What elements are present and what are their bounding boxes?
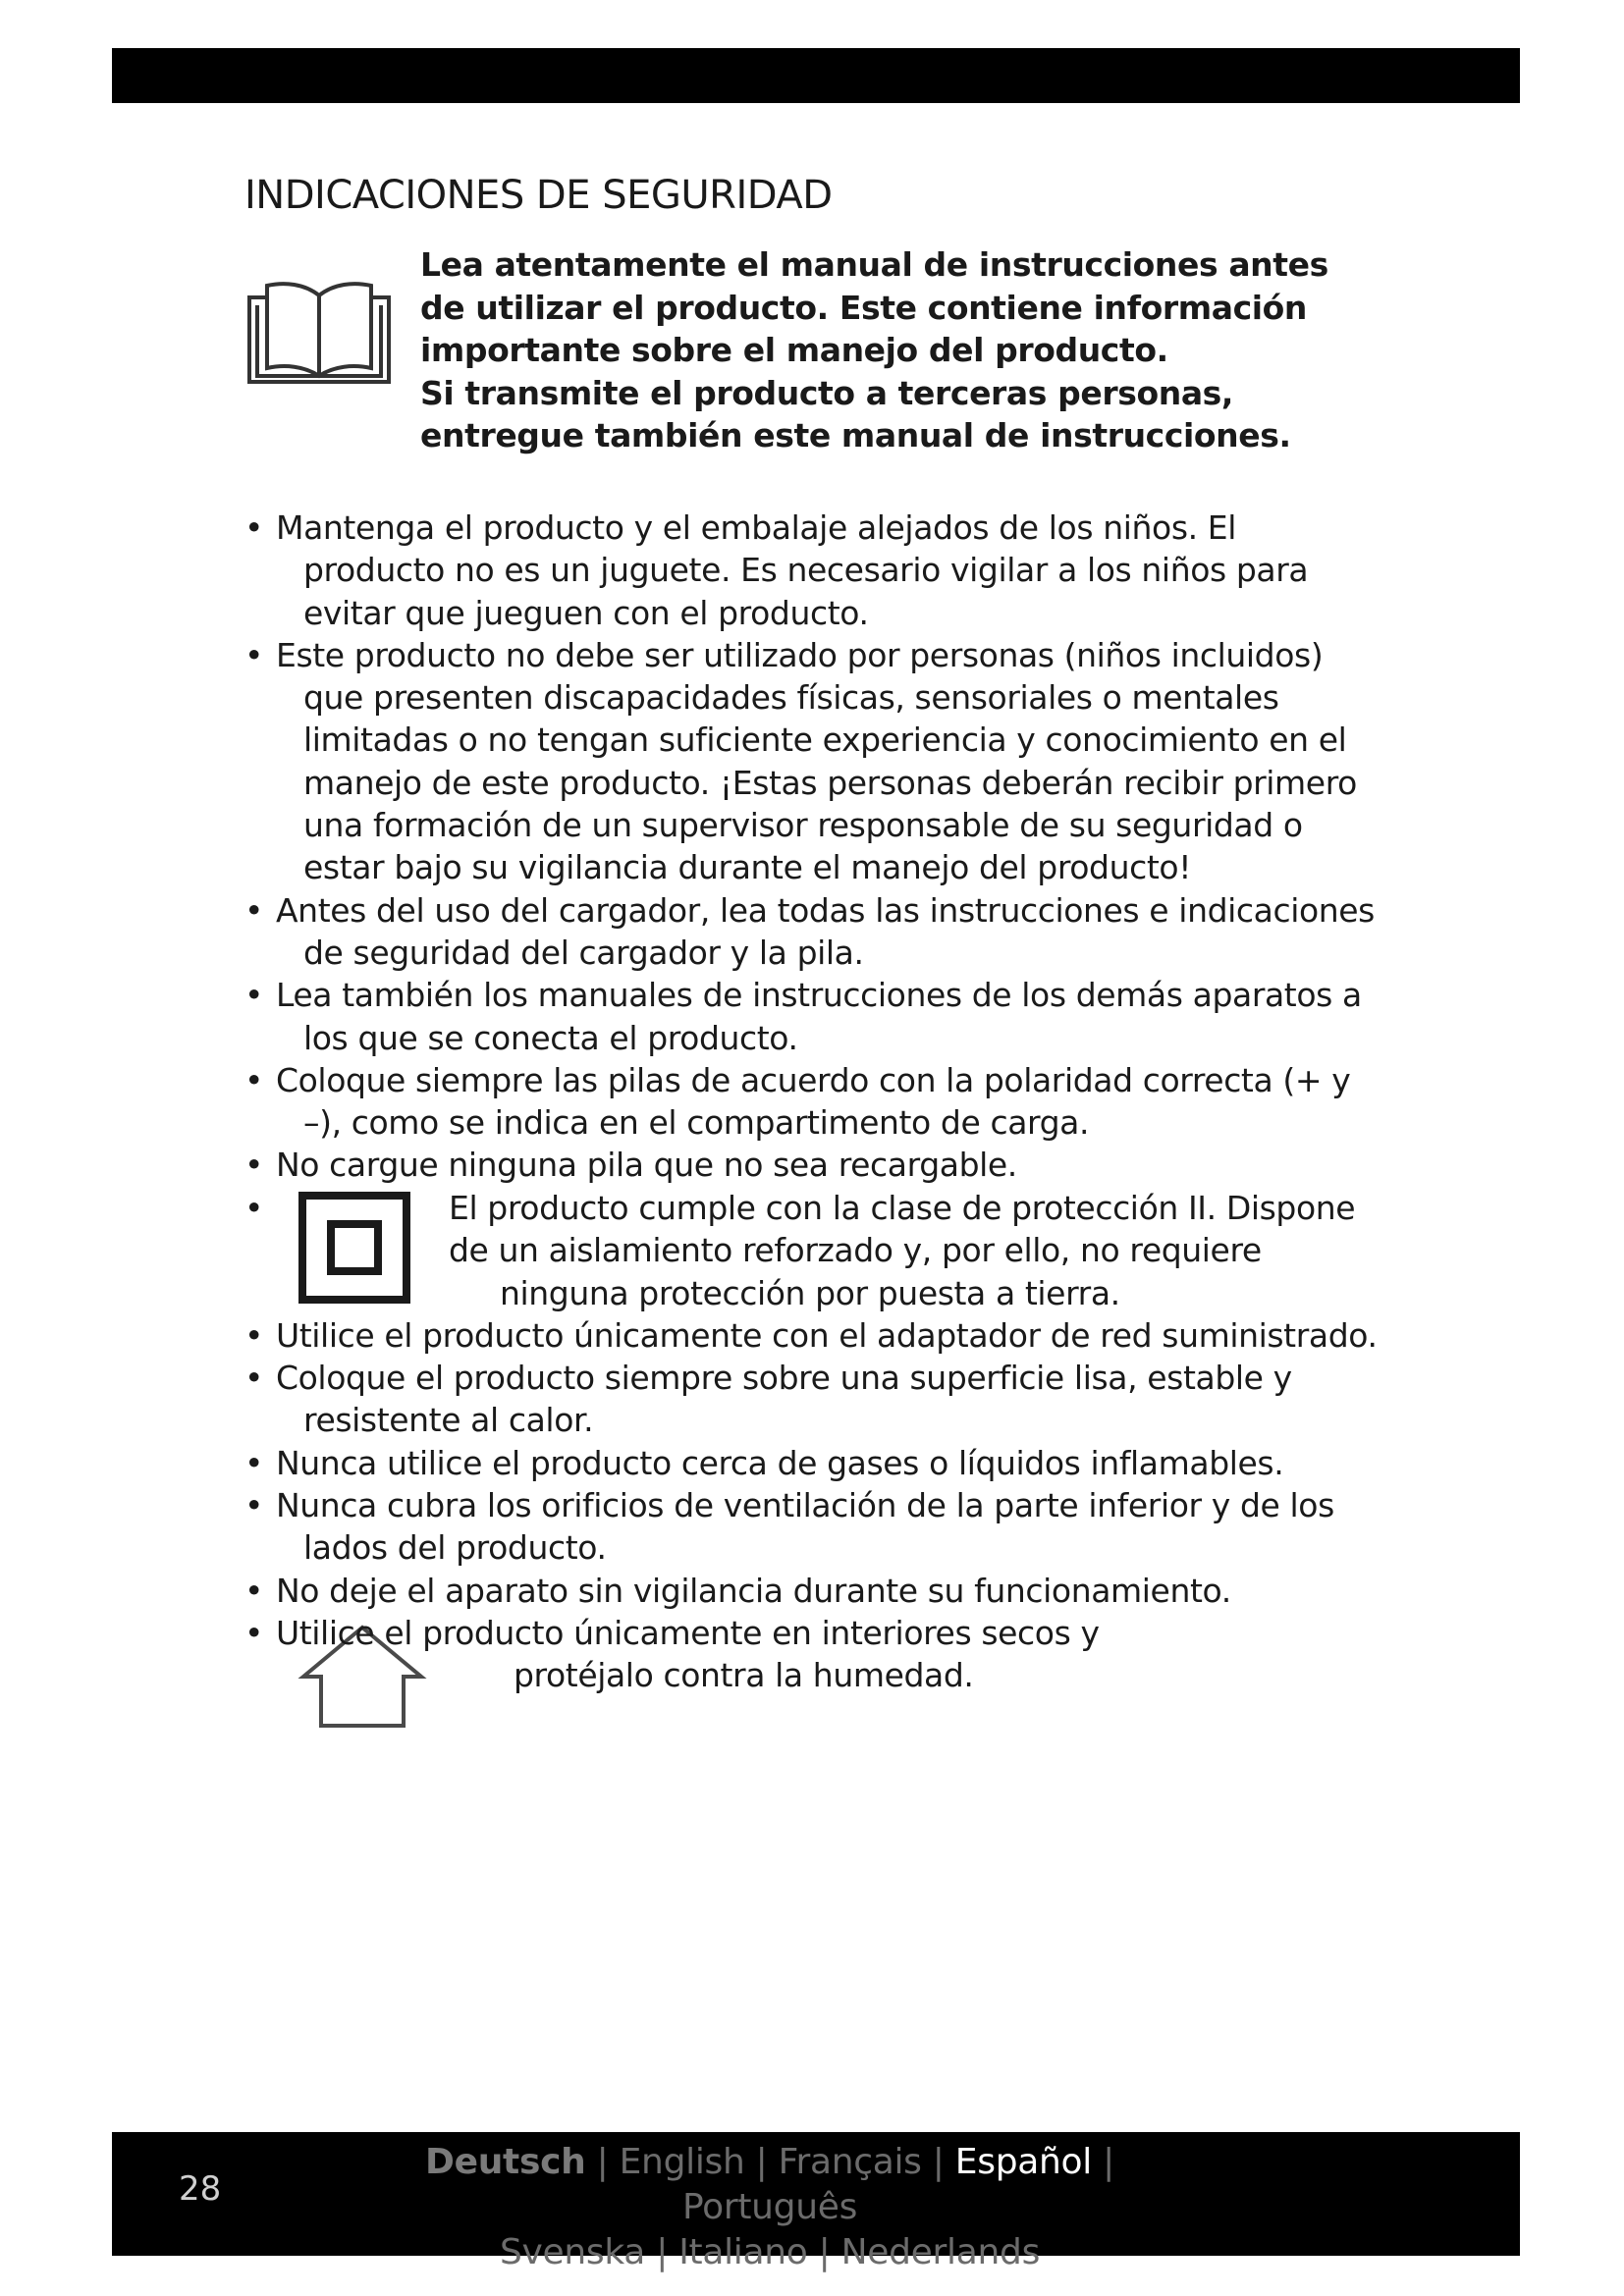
intro-text <box>420 243 1382 457</box>
bullet: • <box>244 1571 264 1610</box>
item-text: No deje el aparato sin vigilancia durante su funcionamiento. <box>276 1571 1231 1610</box>
bullet: • <box>244 1315 264 1355</box>
lang-svenska[interactable]: Svenska <box>499 2232 646 2272</box>
item-text: Coloque el producto siempre sobre una superficie lisa, estable y resistente al calor. <box>276 1359 1292 1440</box>
separator: | <box>755 2142 768 2182</box>
page-number: 28 <box>179 2169 222 2209</box>
safety-list <box>244 507 1383 1710</box>
list-item <box>244 1357 1383 1442</box>
item-text: El producto cumple con la clase de protección II. Dispone de un aislamiento reforzado y, por ello, no requiere <box>449 1188 1356 1270</box>
language-row <box>416 2140 1123 2230</box>
bullet: • <box>244 1359 264 1398</box>
lang-portugues[interactable]: Português <box>681 2187 858 2227</box>
bullet: • <box>244 1146 264 1185</box>
item-text: Coloque siempre las pilas de acuerdo con la polaridad correcta (+ y –), como se indica en el compartimento de carga. <box>276 1060 1351 1143</box>
list-item <box>244 974 1383 1059</box>
item-text: Mantenga el producto y el embalaje alejados de los niños. El producto no es un juguete. Es necesario vigilar a los niños para evitar que jueguen con el producto. <box>276 508 1309 632</box>
item-text: ninguna protección por puesta a tierra. <box>500 1273 1120 1312</box>
language-row <box>416 2230 1123 2275</box>
intro-paragraph: Si transmite el producto a terceras personas, entregue también este manual de instrucciones. <box>420 373 1291 454</box>
separator: | <box>932 2142 945 2182</box>
item-text: Utilice el producto únicamente con el adaptador de red suministrado. <box>276 1315 1378 1355</box>
list-item-class2 <box>244 1187 1383 1314</box>
lang-nederlands[interactable]: Nederlands <box>840 2232 1041 2272</box>
list-item <box>244 1570 1383 1612</box>
bullet: • <box>244 1060 264 1099</box>
item-text: Este producto no debe ser utilizado por personas (niños incluidos) que presenten discapacidades físicas, sensoriales o mentales limitadas o no tengan suficiente experiencia y conocimiento en el manejo de este producto. ¡Estas personas deberán recibir primero una formación de un supervisor responsable de su seguridad o estar bajo su vigilancia durante el manejo del producto! <box>276 635 1357 887</box>
separator: | <box>656 2232 669 2272</box>
list-item <box>244 634 1383 889</box>
list-item <box>244 1442 1383 1484</box>
lang-francais[interactable]: Français <box>778 2142 922 2182</box>
bullet: • <box>244 976 264 1015</box>
language-selector <box>416 2140 1123 2275</box>
separator: | <box>818 2232 831 2272</box>
bullet: • <box>244 1613 264 1652</box>
page-title: INDICACIONES DE SEGURIDAD <box>244 173 833 218</box>
lang-english[interactable]: English <box>619 2142 745 2182</box>
item-text: Utilice el producto únicamente en interiores secos y <box>276 1613 1100 1652</box>
lang-deutsch[interactable]: Deutsch <box>425 2142 586 2182</box>
item-text: Antes del uso del cargador, lea todas las instrucciones e indicaciones de seguridad del cargador y la pila. <box>276 890 1375 972</box>
item-text: No cargue ninguna pila que no sea recargable. <box>276 1146 1017 1185</box>
list-item <box>244 1484 1383 1570</box>
list-item <box>244 1144 1383 1186</box>
list-item <box>244 1314 1383 1357</box>
bullet: • <box>244 1443 264 1482</box>
bullet: • <box>244 1485 264 1524</box>
item-text: Nunca cubra los orificios de ventilación de la parte inferior y de los lados del producto. <box>276 1485 1334 1568</box>
list-item-indoor <box>244 1612 1383 1710</box>
item-text: protéjalo contra la humedad. <box>514 1655 974 1694</box>
separator: | <box>1103 2142 1114 2182</box>
open-book-icon <box>245 276 393 386</box>
list-item <box>244 889 1383 975</box>
bullet: • <box>244 635 264 674</box>
separator: | <box>596 2142 609 2182</box>
lang-italiano[interactable]: Italiano <box>678 2232 808 2272</box>
class-ii-protection-icon <box>298 1191 411 1305</box>
item-text: Lea también los manuales de instrucciones de los demás aparatos a los que se conecta el producto. <box>276 976 1362 1057</box>
bullet: • <box>244 890 264 930</box>
bullet: • <box>244 1188 264 1227</box>
item-text: Nunca utilice el producto cerca de gases o líquidos inflamables. <box>276 1443 1284 1482</box>
intro-paragraph: Lea atentamente el manual de instrucciones antes de utilizar el producto. Este contiene información importante sobre el manejo del producto. <box>420 245 1328 369</box>
lang-espanol[interactable]: Español <box>954 2142 1092 2182</box>
list-item <box>244 1059 1383 1145</box>
footer-bar <box>112 2132 1520 2272</box>
list-item <box>244 507 1383 634</box>
bullet: • <box>244 508 264 547</box>
header-bar <box>112 48 1520 103</box>
